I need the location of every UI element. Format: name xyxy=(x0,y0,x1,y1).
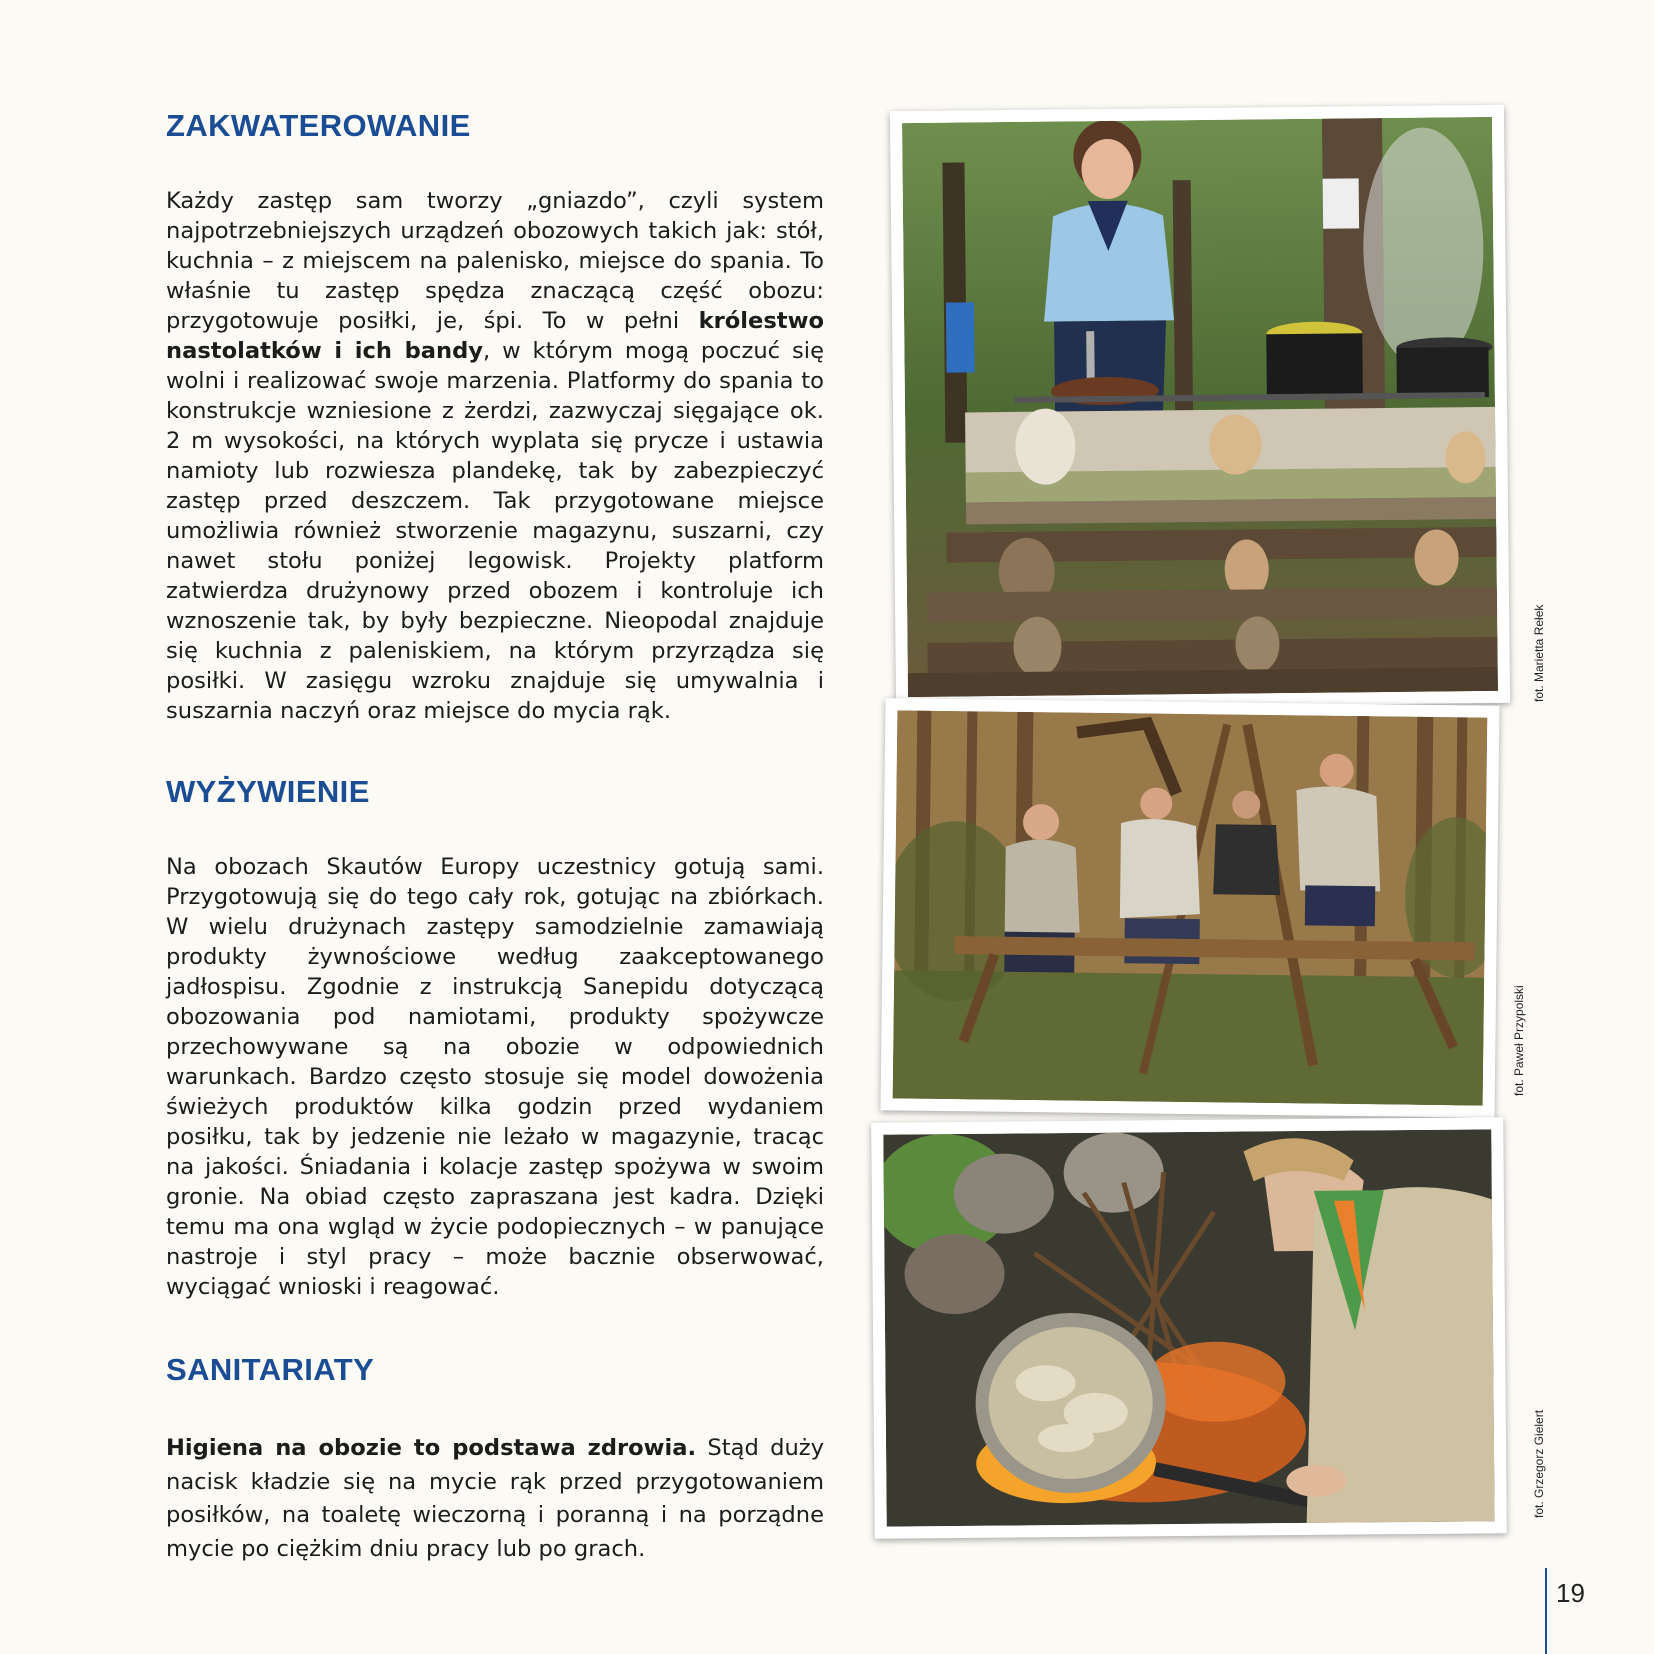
photo-credit-1: fot. Marietta Rełek xyxy=(1532,604,1546,702)
page-number-rule xyxy=(1545,1568,1547,1654)
paragraph-accommodation xyxy=(166,186,824,726)
paragraph-food: Na obozach Skautów Europy uczestnicy gotują sami. Przygotowują się do tego cały rok, gotując na zbiórkach. W wielu drużynach zastępy samodzielnie zamawiają produkty żywnościowe według zaakceptowanego jadłospisu. Zgodnie z instrukcją Sanepidu dotyczącą obozowania pod namiotami, produkty spożywcze przechowywane są na obozie w odpowiednich warunkach. Bardzo często stosuje się model dowożenia świeżych produktów kilka godzin przed wydaniem posiłku, tak by jedzenie nie leżało w magazynie, tracąc na jakości. Śniadania i kolacje zastęp spożywa w swoim gronie. Na obiad często zapraszana jest kadra. Dzięki temu ma ona wgląd w życie podopiecznych – w panujące nastroje i styl pracy – może bacznie obserwować, wyciągać wnioski i reagować. xyxy=(166,854,824,1300)
photo-scout-campfire xyxy=(871,1117,1507,1538)
heading-sanitation: SANITARIATY xyxy=(166,1352,375,1387)
sanitation-bold-lead: Higiena na obozie to podstawa zdrowia. xyxy=(166,1435,697,1461)
heading-food: WYŻYWIENIE xyxy=(166,774,370,809)
photo-camp-kitchen xyxy=(890,105,1510,709)
sanitation-text: Stąd duży nacisk kładzie się na mycie rąk przed przygotowaniem posiłków, na toaletę wieczorną i poranną i na porządne mycie po ciężkim dniu pracy lub po grach. xyxy=(166,1435,824,1562)
heading-accommodation: ZAKWATEROWANIE xyxy=(166,108,471,143)
paragraph-sanitation xyxy=(166,1432,824,1566)
accommodation-text-start: Każdy zastęp sam tworzy „gniazdo”, czyli system najpotrzebniejszych urządzeń obozowych takich jak: stół, kuchnia – z miejscem na palenisko, miejsce do spania. To właśnie tu zastęp spędza znaczącą część obozu: przygotowuje posiłki, je, śpi. To w pełni xyxy=(166,188,824,334)
accommodation-text-end: , w którym mogą poczuć się wolni i realizować swoje marzenia. Platformy do spania to konstrukcje wzniesione z żerdzi, zazwyczaj sięgające ok. 2 m wysokości, na których wyplata się prycze i ustawia namioty lub rozwiesza plandekę, tak by zabezpieczyć zastęp przed deszczem. Tak przygotowane miejsce umożliwia również stworzenie magazynu, suszarni, czy nawet stołu poniżej legowisk. Projekty platform zatwierdza drużynowy przed obozem i kontroluje ich wznoszenie tak, by były bezpieczne. Nieopodal znajduje się kuchnia z paleniskiem, na którym przyrządza się posiłki. W zasięgu wzroku znajduje się umywalnia i suszarnia naczyń oraz miejsce do mycia rąk. xyxy=(166,338,824,724)
photo-scouts-table xyxy=(881,698,1500,1117)
camp-kitchen-image xyxy=(902,117,1498,697)
page-number: 19 xyxy=(1556,1578,1585,1608)
photo-credit-2: fot. Paweł Przypolski xyxy=(1512,985,1526,1096)
photo-credit-3: fot. Grzegorz Gielert xyxy=(1532,1409,1546,1518)
scout-campfire-image xyxy=(883,1129,1494,1526)
accommodation-bold: królestwo nastolatków i ich bandy xyxy=(166,308,824,364)
scouts-table-image xyxy=(893,710,1488,1105)
